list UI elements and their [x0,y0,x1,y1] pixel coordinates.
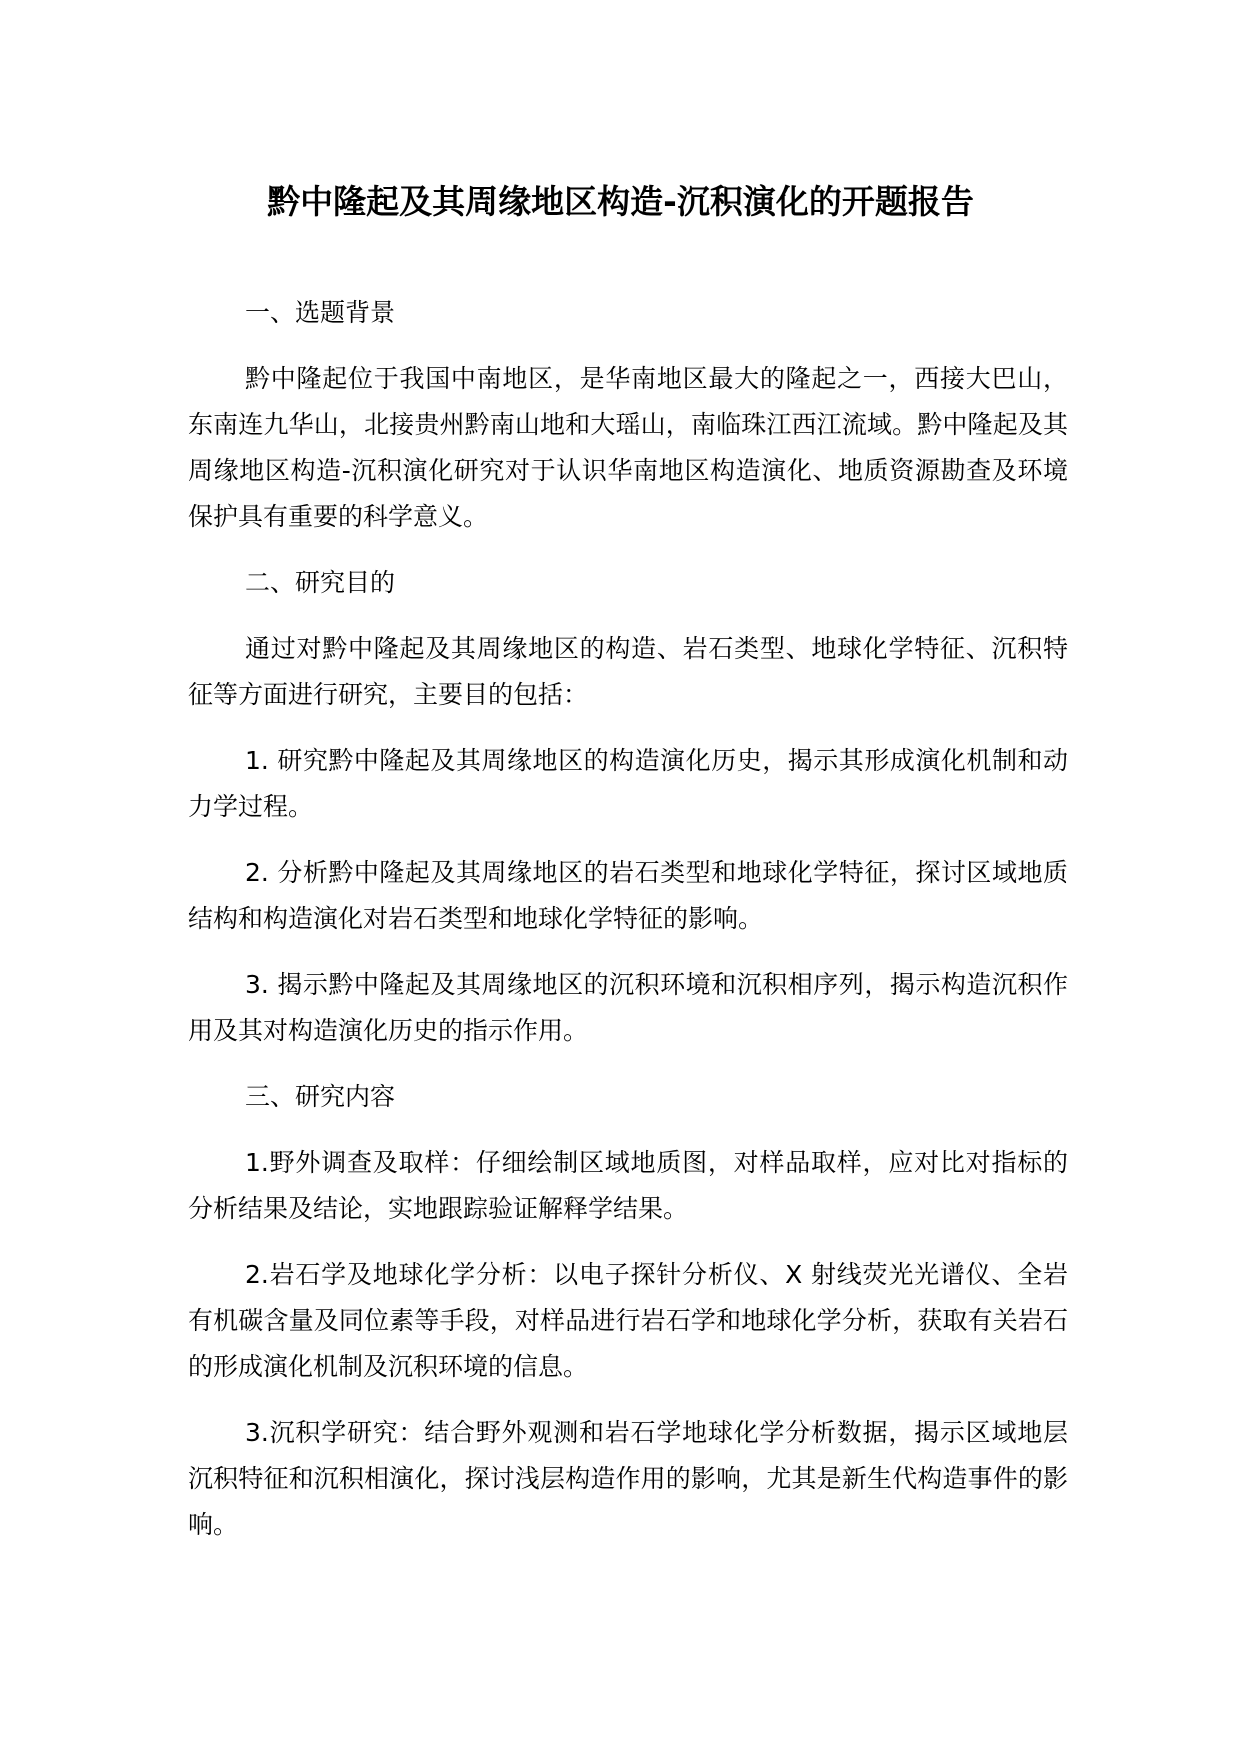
list-item: 2.岩石学及地球化学分析：以电子探针分析仪、X 射线荧光光谱仪、全岩有机碳含量及同位素等手段，对样品进行岩石学和地球化学分析，获取有关岩石的形成演化机制及沉积环境的信息。 [188,1260,1068,1381]
paragraph: 黔中隆起位于我国中南地区，是华南地区最大的隆起之一，西接大巴山，东南连九华山，北接贵州黔南山地和大瑶山，南临珠江西江流域。黔中隆起及其周缘地区构造-沉积演化研究对于认识华南地区构造演化、地质资源勘查及环境保护具有重要的科学意义。 [188,364,1068,531]
section-heading: 三、研究内容 [245,1082,396,1111]
list-item: 3.沉积学研究：结合野外观测和岩石学地球化学分析数据，揭示区域地层沉积特征和沉积相演化，探讨浅层构造作用的影响，尤其是新生代构造事件的影响。 [188,1418,1068,1539]
list-item: 3. 揭示黔中隆起及其周缘地区的沉积环境和沉积相序列，揭示构造沉积作用及其对构造演化历史的指示作用。 [188,970,1068,1045]
section-background [188,290,1068,540]
section-objectives [188,560,1068,1054]
section-heading: 一、选题背景 [245,298,396,327]
section-content [188,1074,1068,1548]
document-title: 黔中隆起及其周缘地区构造-沉积演化的开题报告 [267,182,974,221]
list-item: 1.野外调查及取样：仔细绘制区域地质图，对样品取样，应对比对指标的分析结果及结论，实地跟踪验证解释学结果。 [188,1148,1068,1223]
document-body [188,290,1068,1568]
list-item: 1. 研究黔中隆起及其周缘地区的构造演化历史，揭示其形成演化机制和动力学过程。 [188,746,1068,821]
paragraph: 通过对黔中隆起及其周缘地区的构造、岩石类型、地球化学特征、沉积特征等方面进行研究，主要目的包括： [188,634,1068,709]
section-heading: 二、研究目的 [245,568,396,597]
list-item: 2. 分析黔中隆起及其周缘地区的岩石类型和地球化学特征，探讨区域地质结构和构造演化对岩石类型和地球化学特征的影响。 [188,858,1068,933]
